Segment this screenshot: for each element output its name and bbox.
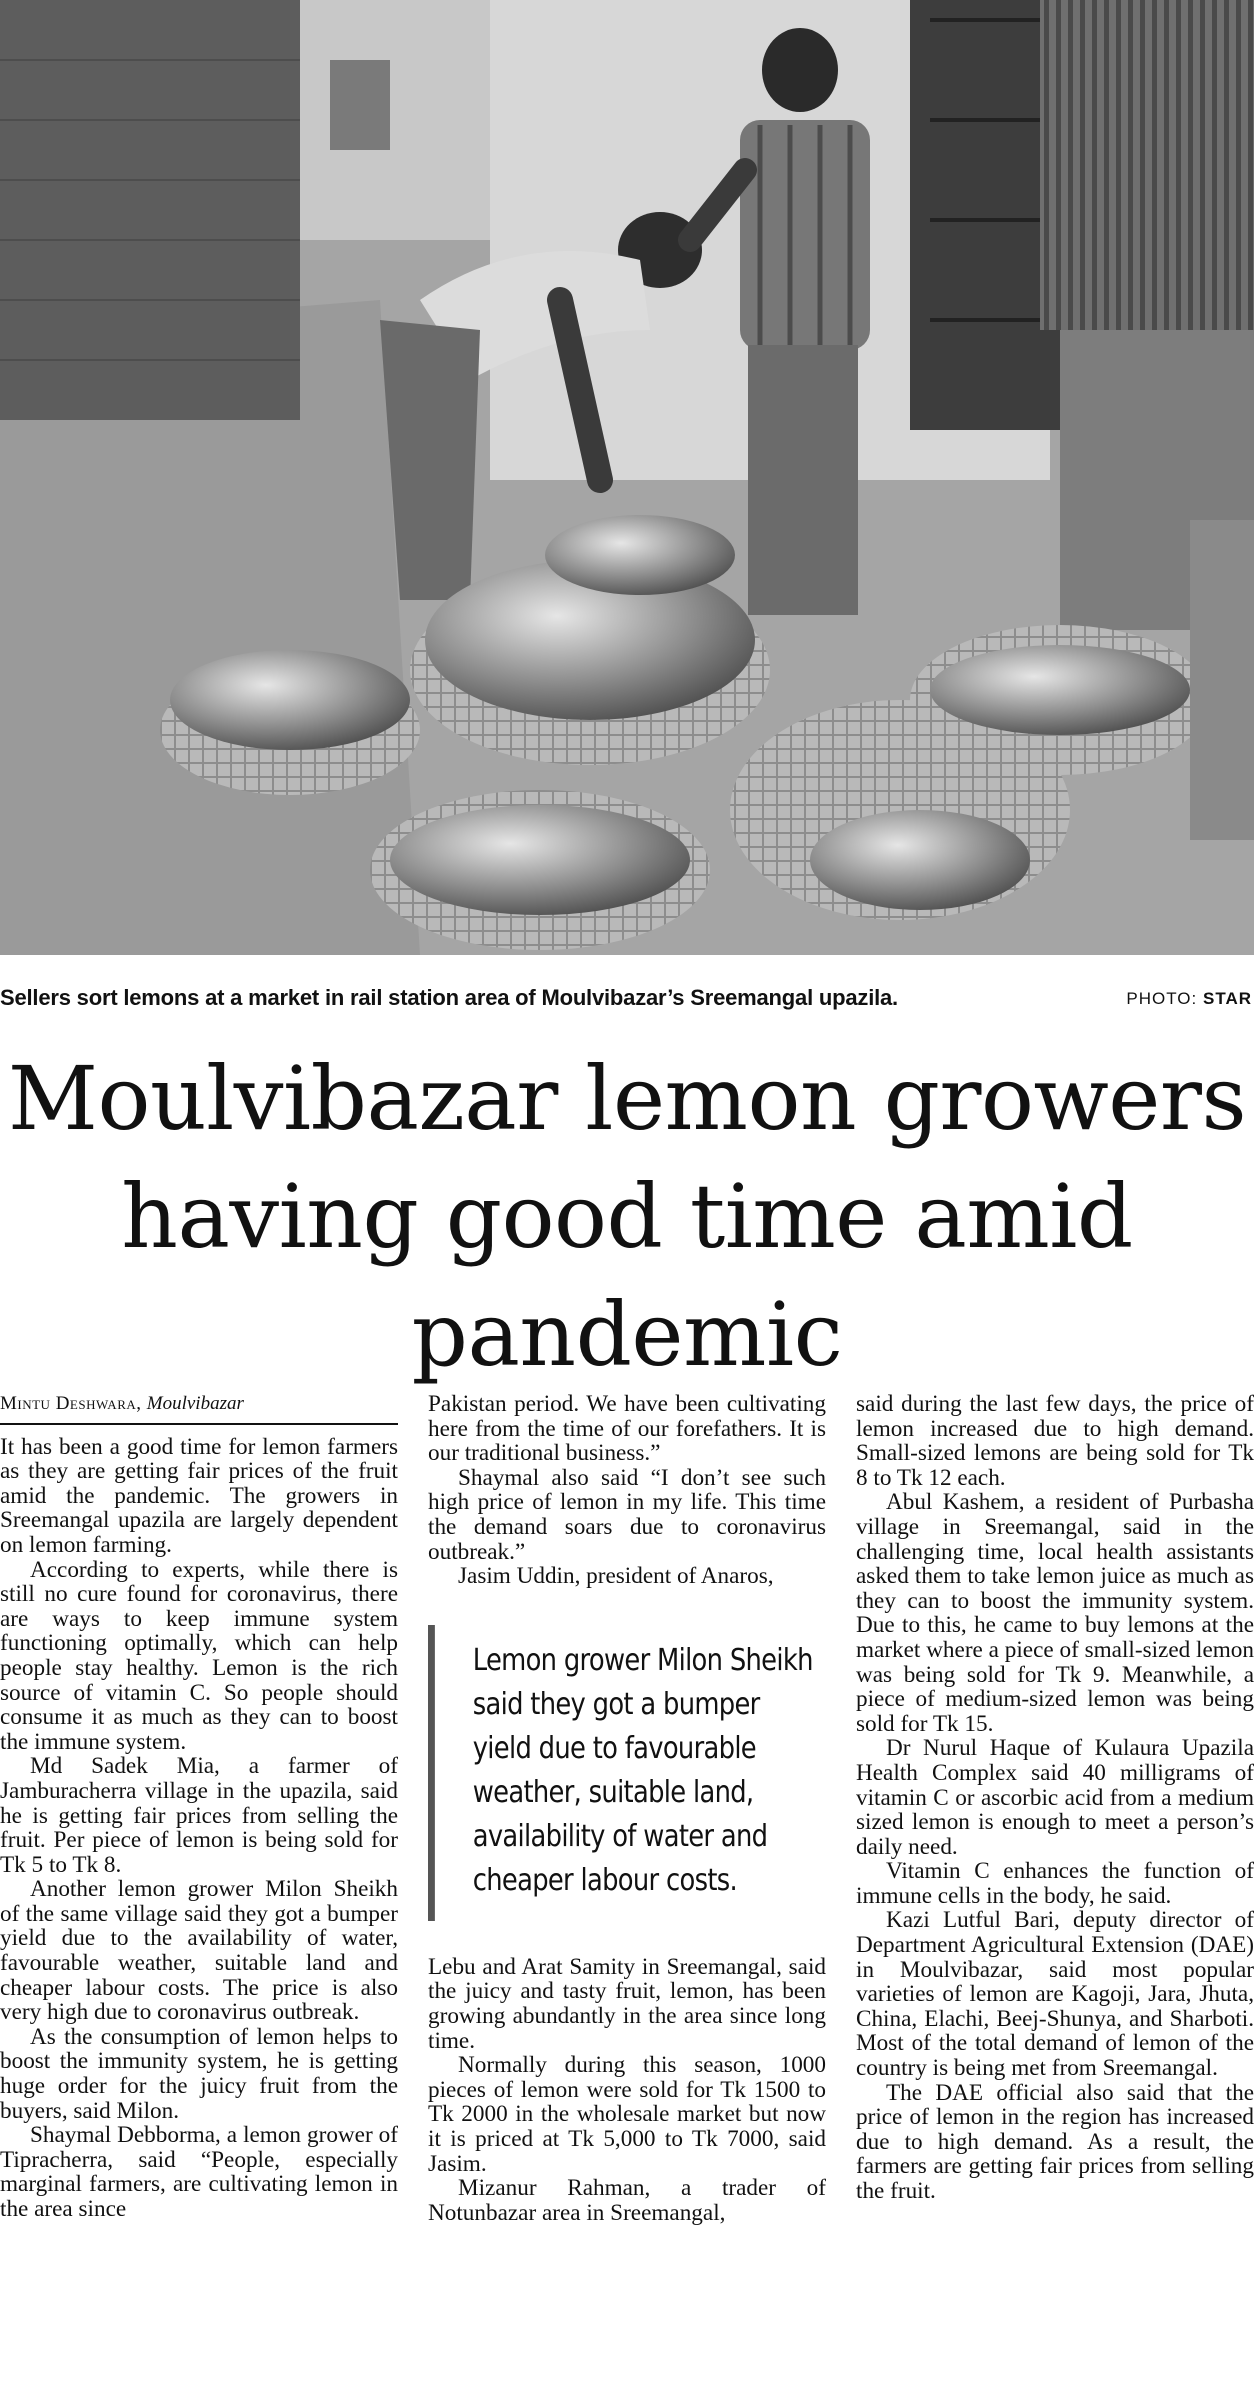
corrugated-sheet bbox=[1040, 0, 1254, 330]
photo-caption-row bbox=[0, 985, 1254, 1025]
photo-credit-prefix: PHOTO: bbox=[1126, 989, 1203, 1008]
paragraph: The DAE official also said that the price of lemon in the region has increased due to high demand. As a result, the farmers are getting fair prices from selling the fruit. bbox=[856, 2079, 1254, 2204]
paragraph: Kazi Lutful Bari, deputy director of Department Agricultural Extension (DAE) in Moulvibazar, said most popular varieties of lemon are Kagoji, Jara, Jhuta, China, Elachi, Beej-Shunya, and Sharboti. Most of the total demand of lemon of the country is being met from Sreemangal. bbox=[856, 1907, 1254, 2082]
paragraph: Vitamin C enhances the function of immune cells in the body, he said. bbox=[856, 1858, 1254, 1909]
paragraph: It has been a good time for lemon farmers as they are getting fair prices of the fruit amid the pandemic. The growers in Sreemangal upazila are largely dependent on lemon farming. bbox=[0, 1433, 398, 1558]
byline bbox=[0, 1392, 398, 1425]
headline bbox=[0, 1040, 1254, 1394]
paragraph: Shaymal also said “I don’t see such high price of lemon in my life. This time the demand soars due to coronavirus outbreak.” bbox=[428, 1464, 826, 1565]
paragraph: Md Sadek Mia, a farmer of Jamburacherra village in the upazila, said he is getting fair prices from selling the fruit. Per piece of lemon is being sold for Tk 5 to Tk 8. bbox=[0, 1753, 398, 1878]
paragraph: As the consumption of lemon helps to boost the immunity system, he is getting huge order for the juicy fruit from the buyers, said Milon. bbox=[0, 2023, 398, 2124]
pull-quote: Lemon grower Milon Sheikh said they got a bumper yield due to favourable weather, suitable land, availability of water and cheaper labour costs. bbox=[428, 1625, 825, 1921]
photo-illustration bbox=[0, 0, 1254, 955]
article-column-1 bbox=[0, 1392, 398, 2222]
article-column-3 bbox=[856, 1392, 1254, 2204]
byline-place: Moulvibazar bbox=[146, 1393, 244, 1414]
paragraph: According to experts, while there is still no cure found for coronavirus, there are ways to keep immune system functioning optimally, which can help people stay healthy. Lemon is the rich source of vitamin C. So people should consume it as much as they can to boost the immune system. bbox=[0, 1556, 398, 1755]
paragraph: Shaymal Debborma, a lemon grower of Tipracherra, said “People, especially marginal farmers, are cultivating lemon in the area since bbox=[0, 2122, 398, 2222]
paragraph: Abul Kashem, a resident of Purbasha village in Sreemangal, said in the challenging time, local health assistants asked them to take lemon juice as much as they can to boost the immunity system. Due to this, he came to buy lemons at the market where a piece of small-sized lemon was being sold for Tk 9. Meanwhile, a piece of medium-sized lemon was being sold for Tk 15. bbox=[856, 1489, 1254, 1737]
byline-author: Mintu Deshwara, bbox=[0, 1393, 142, 1414]
headline-line-2: having good time amid bbox=[121, 1165, 1133, 1268]
paragraph: Lebu and Arat Samity in Sreemangal, said the juicy and tasty fruit, lemon, has been growing abundantly in the area since long time. bbox=[428, 1953, 826, 2054]
headline-line-3: pandemic bbox=[411, 1283, 843, 1386]
paragraph: said during the last few days, the price of lemon increased due to high demand. Small-sized lemons are being sold for Tk 8 to Tk 12 each. bbox=[856, 1391, 1254, 1491]
paragraph: Pakistan period. We have been cultivating here from the time of our forefathers. It is our traditional business.” bbox=[428, 1391, 826, 1467]
brick-wall bbox=[0, 0, 300, 420]
headline-line-1: Moulvibazar lemon growers bbox=[7, 1047, 1247, 1150]
photo-credit-source: STAR bbox=[1202, 989, 1252, 1008]
paragraph: Another lemon grower Milon Sheikh of the same village said they got a bumper yield due to the availability of water, favourable weather, suitable land and cheaper labour costs. The price is also very high due to coronavirus outbreak. bbox=[0, 1876, 398, 2026]
paragraph: Normally during this season, 1000 pieces of lemon were sold for Tk 1500 to Tk 2000 in the wholesale market but now it is priced at Tk 5,000 to Tk 7000, said Jasim. bbox=[428, 2052, 826, 2177]
article-column-2 bbox=[428, 1392, 826, 2225]
paragraph: Jasim Uddin, president of Anaros, bbox=[458, 1563, 774, 1590]
photo-credit bbox=[1126, 989, 1252, 1009]
news-photo bbox=[0, 0, 1254, 955]
photo-caption: Sellers sort lemons at a market in rail station area of Moulvibazar’s Sreemangal upazila. bbox=[0, 985, 898, 1010]
paragraph: Dr Nurul Haque of Kulaura Upazila Health Complex said 40 milligrams of vitamin C or ascorbic acid from a medium sized lemon is enough to meet a person’s daily need. bbox=[856, 1735, 1254, 1860]
paragraph: Mizanur Rahman, a trader of Notunbazar area in Sreemangal, bbox=[428, 2175, 826, 2226]
